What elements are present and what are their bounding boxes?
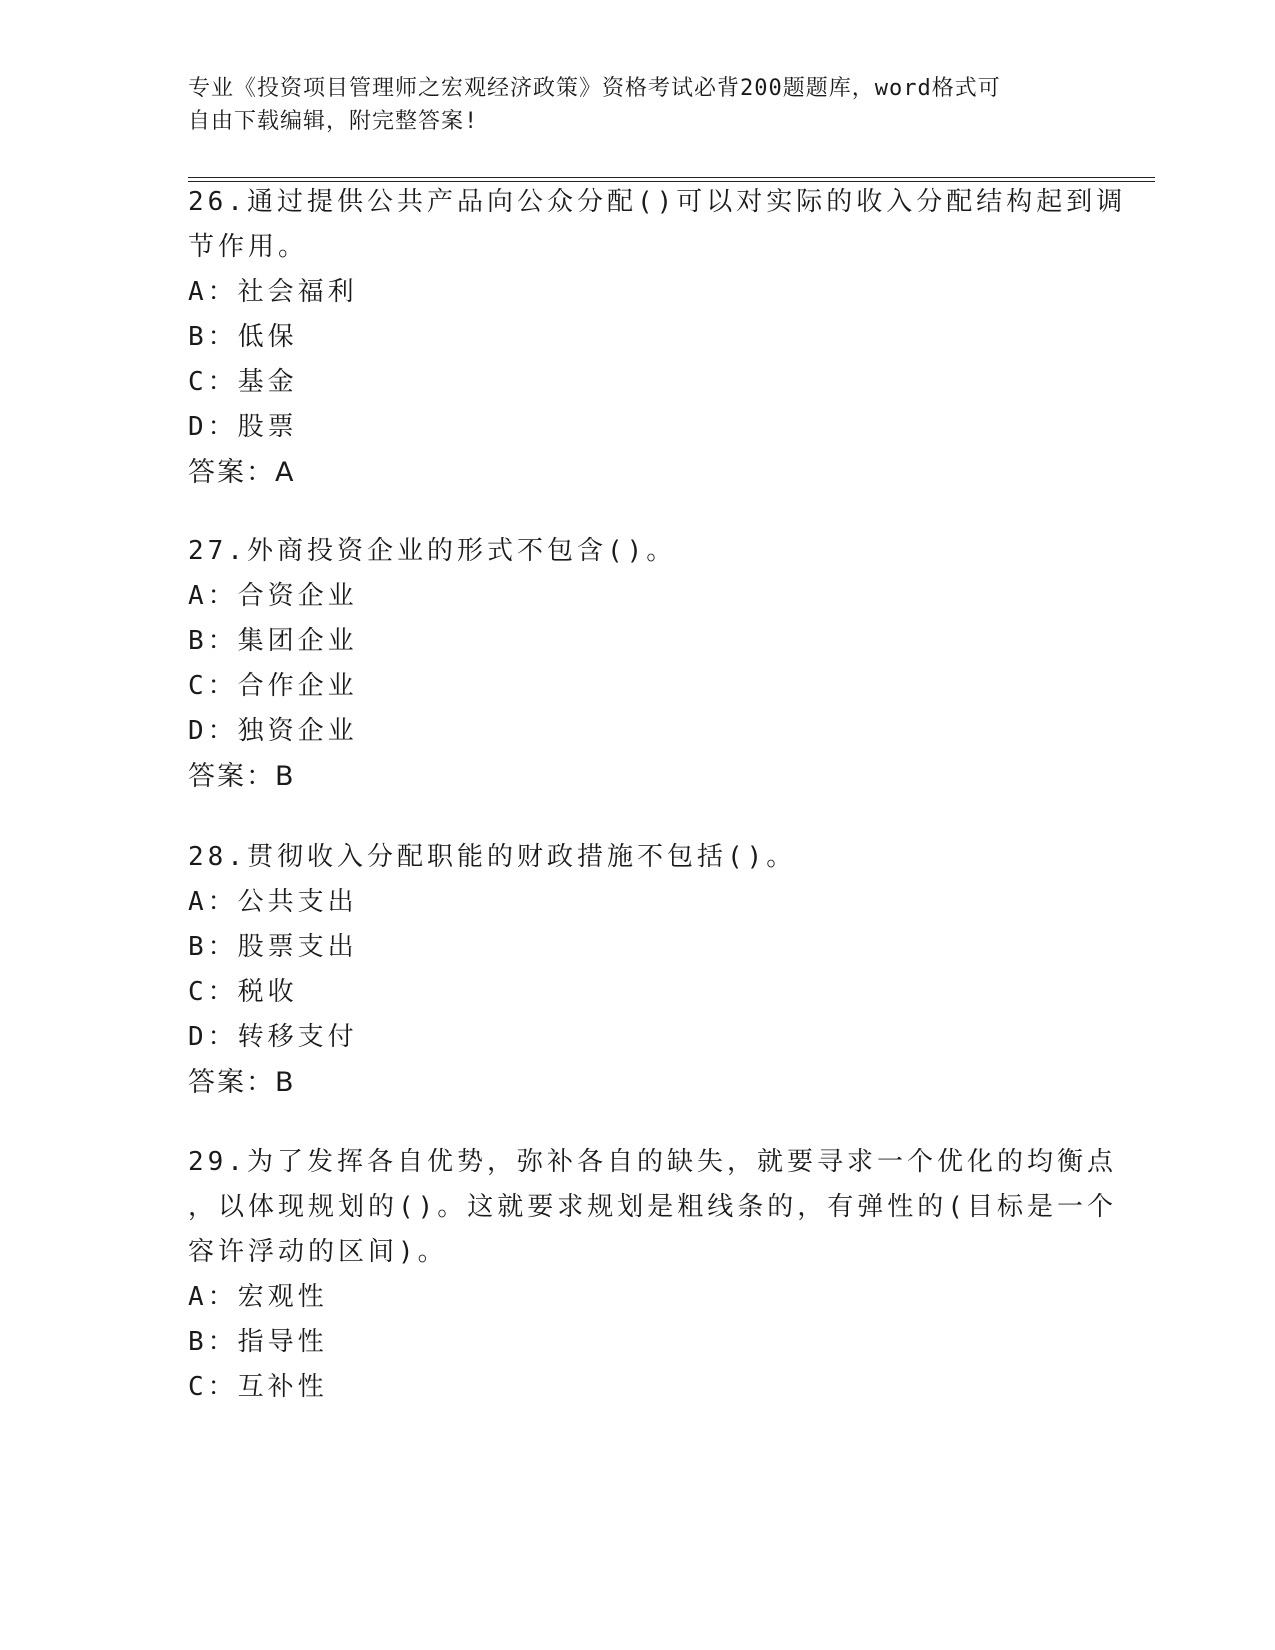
option-a: A：宏观性 — [188, 1282, 328, 1312]
question-stem: 27.外商投资企业的形式不包含()。 — [188, 536, 677, 566]
question-stem: ，以体现规划的()。这就要求规划是粗线条的，有弹性的(目标是一个 — [188, 1192, 1117, 1222]
option-a: A：社会福利 — [188, 277, 358, 307]
question-29 — [188, 1140, 1117, 1410]
question-stem: 26.通过提供公共产品向公众分配()可以对实际的收入分配结构起到调 — [188, 187, 1127, 217]
question-stem: 容许浮动的区间)。 — [188, 1237, 448, 1267]
option-d: D：股票 — [188, 412, 298, 442]
question-28 — [188, 835, 1088, 1105]
answer: 答案：B — [188, 1067, 296, 1098]
question-stem: 28.贯彻收入分配职能的财政措施不包括()。 — [188, 842, 797, 872]
option-b: B：低保 — [188, 322, 298, 352]
option-c: C：基金 — [188, 367, 298, 397]
option-d: D：独资企业 — [188, 716, 358, 746]
option-a: A：公共支出 — [188, 887, 358, 917]
option-c: C：互补性 — [188, 1372, 328, 1402]
option-b: B：集团企业 — [188, 626, 358, 656]
document-header — [188, 72, 1088, 138]
question-stem: 29.为了发挥各自优势，弥补各自的缺失，就要寻求一个优化的均衡点 — [188, 1147, 1117, 1177]
answer: 答案：A — [188, 457, 296, 488]
question-27 — [188, 529, 1088, 799]
option-a: A：合资企业 — [188, 581, 358, 611]
header-line-1: 专业《投资项目管理师之宏观经济政策》资格考试必背200题题库，word格式可 — [188, 76, 1001, 101]
answer: 答案：B — [188, 761, 296, 792]
header-line-2: 自由下载编辑，附完整答案! — [188, 109, 479, 134]
option-c: C：税收 — [188, 977, 298, 1007]
option-c: C：合作企业 — [188, 671, 358, 701]
question-26 — [188, 180, 1127, 495]
option-b: B：股票支出 — [188, 932, 358, 962]
question-stem: 节作用。 — [188, 232, 309, 262]
option-d: D：转移支付 — [188, 1022, 358, 1052]
option-b: B：指导性 — [188, 1327, 328, 1357]
